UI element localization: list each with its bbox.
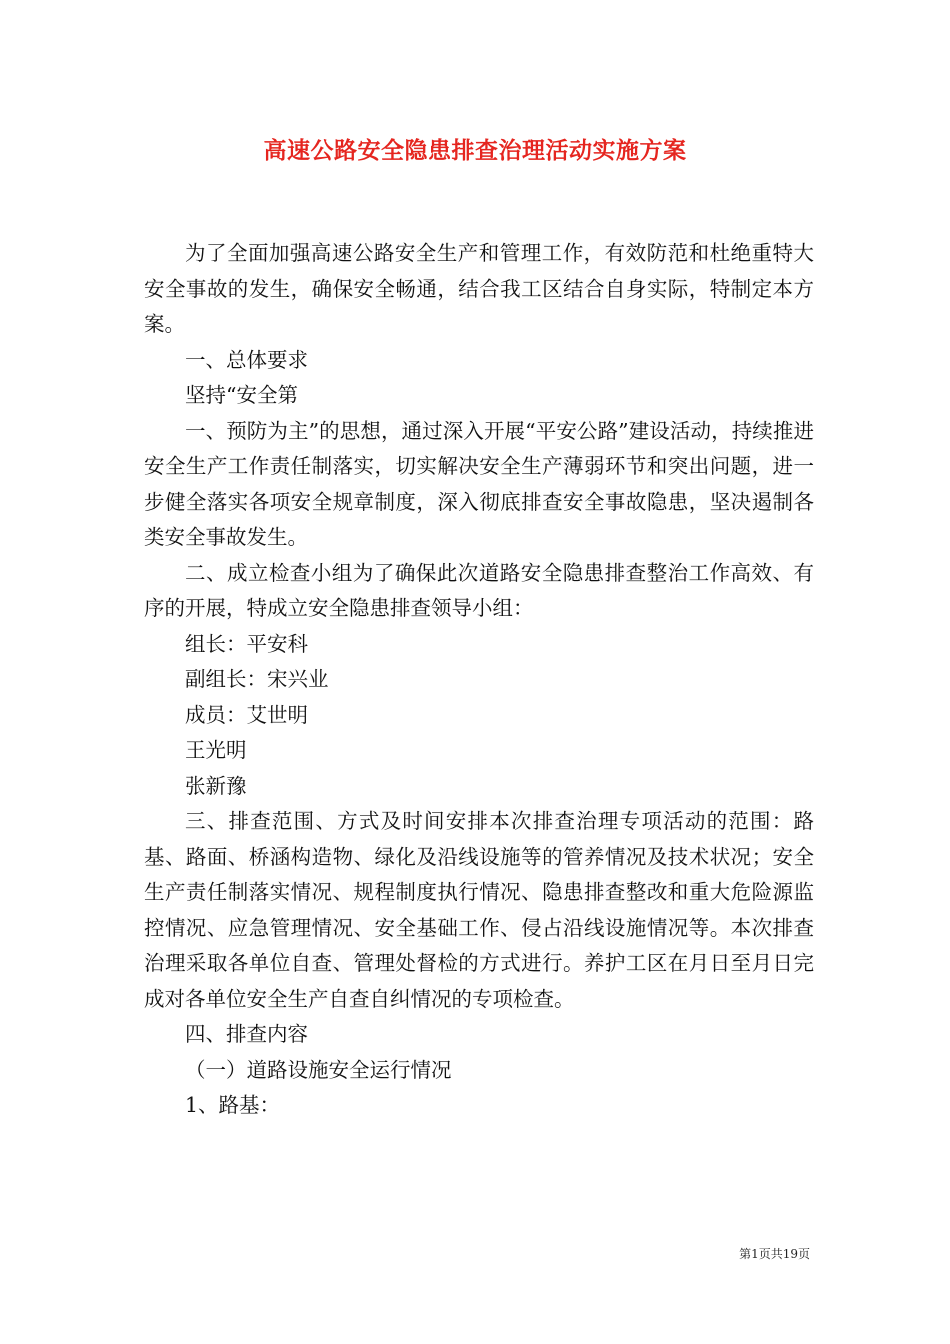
section-heading-inspection-content: 四、排查内容 <box>185 1022 308 1046</box>
page-number-footer: 第1页共19页 <box>739 1247 810 1261</box>
document-body <box>144 236 814 1124</box>
group-leader: 组长：平安科 <box>185 631 308 656</box>
item-roadbed: 1、路基： <box>185 1093 281 1117</box>
document-title: 高速公路安全隐患排查治理活动实施方案 <box>263 137 687 164</box>
subsection-road-facilities: （一）道路设施安全运行情况 <box>185 1057 452 1082</box>
group-member: 成员：艾世明 <box>185 702 308 727</box>
paragraph-principle-start: 坚持“安全第 <box>185 383 298 407</box>
deputy-leader: 副组长：宋兴业 <box>185 667 329 691</box>
section-scope-schedule: 三、排查范围、方式及时间安排本次排查治理专项活动的范围：路基、路面、桥涵构造物、绿化及沿线设施等的管养情况及技术状况；安全生产责任制落实情况、规程制度执行情况、隐患排查整改和重大危险源监控情况、应急管理情况、安全基础工作、侵占沿线设施情况等。本次排查治理采取各单位自查、管理处督检的方式进行。养护工区在月日至月日完成对各单位安全生产自查自纠情况的专项检查。 <box>144 809 814 1011</box>
paragraph-principle: 一、预防为主”的思想，通过深入开展“平安公路”建设活动，持续推进安全生产工作责任制落实，切实解决安全生产薄弱环节和突出问题，进一步健全落实各项安全规章制度，深入彻底排查安全事故隐患，坚决遏制各类安全事故发生。 <box>144 418 814 549</box>
section-heading-general-requirements: 一、总体要求 <box>185 347 308 372</box>
group-member: 王光明 <box>185 738 247 762</box>
paragraph-intro: 为了全面加强高速公路安全生产和管理工作，有效防范和杜绝重特大安全事故的发生，确保安全畅通，结合我工区结合自身实际，特制定本方案。 <box>144 241 814 336</box>
section-inspection-group: 二、成立检查小组为了确保此次道路安全隐患排查整治工作高效、有序的开展，特成立安全隐患排查领导小组： <box>144 560 814 620</box>
group-member: 张新豫 <box>185 773 247 798</box>
